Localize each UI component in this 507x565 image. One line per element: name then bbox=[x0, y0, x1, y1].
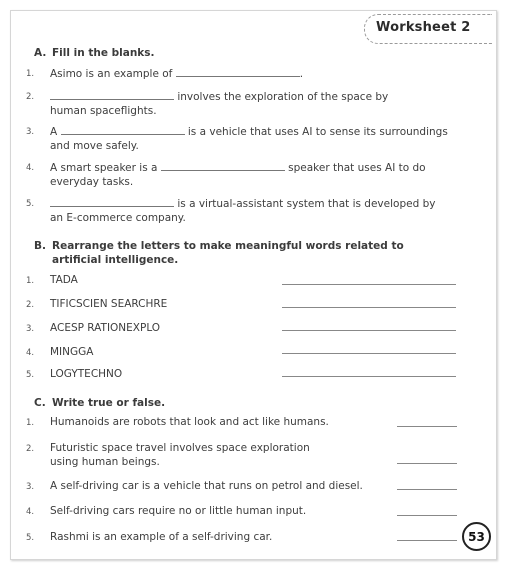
question-number: 1. bbox=[26, 276, 35, 286]
fill-blank-item-2: involves the exploration of the space by human spaceflights. bbox=[50, 91, 389, 117]
answer-blank[interactable] bbox=[50, 89, 174, 100]
question-number: 5. bbox=[26, 370, 35, 380]
section-b-heading: B. Rearrange the letters to make meaningful words related to artificial intelligence. bbox=[34, 240, 404, 266]
jumbled-word: MINGGA bbox=[50, 346, 94, 358]
question-number: 2. bbox=[26, 92, 35, 102]
answer-line[interactable] bbox=[282, 284, 456, 285]
question-number: 1. bbox=[26, 69, 35, 79]
question-number: 4. bbox=[26, 348, 35, 358]
answer-line[interactable] bbox=[282, 307, 456, 308]
question-number: 5. bbox=[26, 533, 35, 543]
question-number: 2. bbox=[26, 444, 35, 454]
true-false-statement: Futuristic space travel involves space exploration using human beings. bbox=[50, 442, 310, 468]
true-false-statement: Self-driving cars require no or little human input. bbox=[50, 505, 307, 517]
question-number: 3. bbox=[26, 482, 35, 492]
answer-line[interactable] bbox=[282, 330, 456, 331]
jumbled-word: ACESP RATIONEXPLO bbox=[50, 322, 161, 334]
answer-line[interactable] bbox=[282, 376, 456, 377]
section-c-heading: C. Write true or false. bbox=[34, 397, 166, 409]
answer-blank[interactable] bbox=[50, 196, 174, 207]
question-number: 3. bbox=[26, 324, 35, 334]
jumbled-word: TADA bbox=[50, 274, 78, 286]
answer-blank[interactable] bbox=[161, 160, 285, 171]
question-number: 4. bbox=[26, 163, 35, 173]
jumbled-word: TIFICSCIEN SEARCHRE bbox=[50, 298, 168, 310]
worksheet-title: Worksheet 2 bbox=[376, 20, 471, 35]
answer-line[interactable] bbox=[397, 489, 457, 490]
answer-line[interactable] bbox=[397, 426, 457, 427]
question-number: 5. bbox=[26, 199, 35, 209]
fill-blank-item-5: is a virtual-assistant system that is developed by an E-commerce company. bbox=[50, 198, 436, 224]
true-false-statement: Humanoids are robots that look and act like humans. bbox=[50, 416, 329, 428]
answer-line[interactable] bbox=[282, 353, 456, 354]
question-number: 4. bbox=[26, 507, 35, 517]
fill-blank-item-3: A is a vehicle that uses AI to sense its surroundings and move safely. bbox=[50, 126, 448, 152]
question-number: 2. bbox=[26, 300, 35, 310]
question-number: 3. bbox=[26, 127, 35, 137]
answer-blank[interactable] bbox=[176, 66, 300, 77]
answer-line[interactable] bbox=[397, 540, 457, 541]
answer-blank[interactable] bbox=[61, 124, 185, 135]
answer-line[interactable] bbox=[397, 515, 457, 516]
true-false-statement: A self-driving car is a vehicle that runs on petrol and diesel. bbox=[50, 480, 363, 492]
fill-blank-item-1: Asimo is an example of . bbox=[50, 68, 304, 80]
true-false-statement: Rashmi is an example of a self-driving car. bbox=[50, 531, 273, 543]
answer-line[interactable] bbox=[397, 463, 457, 464]
question-number: 1. bbox=[26, 418, 35, 428]
fill-blank-item-4: A smart speaker is a speaker that uses AI to do everyday tasks. bbox=[50, 162, 426, 188]
page-number: 53 bbox=[462, 522, 491, 551]
section-a-heading: A. Fill in the blanks. bbox=[34, 47, 155, 59]
jumbled-word: LOGYTECHNO bbox=[50, 368, 123, 380]
